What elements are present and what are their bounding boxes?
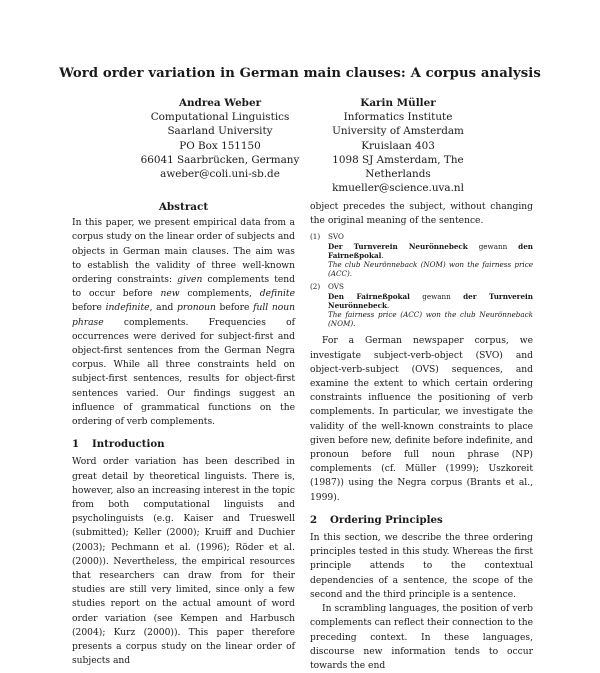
section-number: 2: [310, 513, 318, 526]
example-punct: .: [381, 250, 384, 260]
abstract-term: new: [160, 289, 180, 300]
author-address: Kruislaan 403: [361, 139, 435, 152]
section-number: 1: [72, 438, 80, 451]
author-address: 1098 SJ Amsterdam, The Netherlands: [332, 153, 464, 181]
author-email: kmueller@science.uva.nl: [332, 182, 464, 195]
abstract-text: complements. Frequencies of occurrences were derived for subject-first and object-first sentences from the German Negra corpus. While all three constraints held on subject-first sentences, results for object-first sentences varied. Our findings suggest an influence of grammatical functions on the ordering of verb complements.: [72, 317, 295, 428]
right-column: [310, 200, 533, 673]
author-email: aweber@coli.uni-sb.de: [160, 168, 280, 181]
abstract-text: before: [72, 303, 106, 314]
author-block-2: [298, 96, 498, 195]
abstract-text: , and: [149, 303, 177, 314]
section-heading-introduction: [72, 437, 295, 451]
section-title-text: Introduction: [92, 438, 165, 451]
author-affiliation: Computational Linguistics: [150, 111, 290, 124]
abstract-body: [72, 216, 295, 429]
body-paragraph: In scrambling languages, the position of verb complements can reflect their connection to the preceding context. In these languages, discourse new information tends to occur towards the end: [310, 604, 533, 671]
author-institution: Saarland University: [167, 125, 273, 138]
example-1: [310, 232, 533, 278]
author-address: 66041 Saarbrücken, Germany: [140, 153, 300, 166]
example-punct: .: [386, 300, 390, 310]
example-label: OVS: [328, 282, 344, 292]
abstract-term: given: [177, 275, 203, 286]
example-gloss: The fairness price (ACC) won the club Neurönneback (NOM).: [328, 310, 533, 329]
abstract-heading: Abstract: [158, 201, 209, 213]
abstract-text: complements tend to occur before: [72, 275, 295, 300]
section-title-text: Ordering Principles: [330, 513, 443, 526]
author-name: Karin Müller: [360, 97, 436, 109]
example-sentence: [328, 292, 533, 310]
abstract-text: complements,: [179, 289, 260, 300]
introduction-paragraph: Word order variation has been described in great detail by theoretical linguists. There is, however, also an increasing interest in the topic from both computational linguists and psycholinguists (e.g. Kaiser and Trueswell (submitted); Keller (2000); Kruiff and Duchier (2003); Pechmann et al. (1996); Röder et al. (2000)). Nevertheless, the empirical resources that researchers can draw from for their studies are still very limited, since only a few studies report on the actual amount of word order variation (see Kempen and Harbusch (2004); Kurz (2000)). This paper therefore presents a corpus study on the linear order of subjects and: [72, 457, 295, 667]
body-paragraph: For a German newspaper corpus, we investigate subject-verb-object (SVO) and object-verb-subject (OVS) sequences, and examine the extent to which certain ordering constraints influence the positioning of verb complements. In particular, we investigate the validity of the well-known constraints to place given before new, definite before indefinite, and pronoun before full noun phrase (NP) complements (cf. Müller (1999); Uszkoreit (1987)) using the Negra corpus (Brants et al., 1999).: [310, 336, 533, 503]
example-sentence: [328, 242, 533, 260]
paper-title: Word order variation in German main clauses: A corpus analysis: [59, 66, 541, 81]
example-number: (1): [310, 232, 321, 242]
author-affiliation: Informatics Institute: [343, 111, 453, 124]
author-institution: University of Amsterdam: [332, 125, 464, 138]
author-address: PO Box 151150: [179, 139, 261, 152]
example-gloss: The club Neurönneback (NOM) won the fairness price (ACC).: [328, 260, 533, 279]
example-label: SVO: [328, 232, 344, 242]
example-np: den Fairneßpokal: [328, 241, 533, 260]
left-column: [72, 200, 295, 669]
example-np: Der Turnverein Neurönnebeck: [328, 241, 468, 251]
continued-paragraph: object precedes the subject, without changing the original meaning of the sentence.: [310, 202, 533, 227]
abstract-term: indefinite: [105, 303, 150, 314]
example-np: Den Fairneßpokal: [328, 291, 410, 301]
author-block-1: [115, 96, 325, 181]
section-heading-ordering-principles: [310, 513, 533, 527]
abstract-text: before: [215, 303, 254, 314]
example-number: (2): [310, 282, 321, 292]
abstract-term: definite: [259, 289, 295, 300]
example-verb: gewann: [467, 241, 519, 251]
example-np: der Turnverein Neurönnebeck: [328, 291, 533, 310]
abstract-term: full noun phrase: [72, 303, 295, 328]
example-2: [310, 282, 533, 328]
example-verb: gewann: [409, 291, 464, 301]
abstract-term: pronoun: [177, 303, 216, 314]
author-name: Andrea Weber: [178, 97, 262, 109]
body-paragraph: In this section, we describe the three ordering principles tested in this study. Whereas the first principle attends to the contextual dependencies of a sentence, the scope of the second and the third principle is a sentence.: [310, 533, 533, 600]
abstract-text: In this paper, we present empirical data from a corpus study on the linear order of subjects and objects in German main clauses. The aim was to establish the validity of three well-known ordering constraints:: [72, 218, 295, 286]
